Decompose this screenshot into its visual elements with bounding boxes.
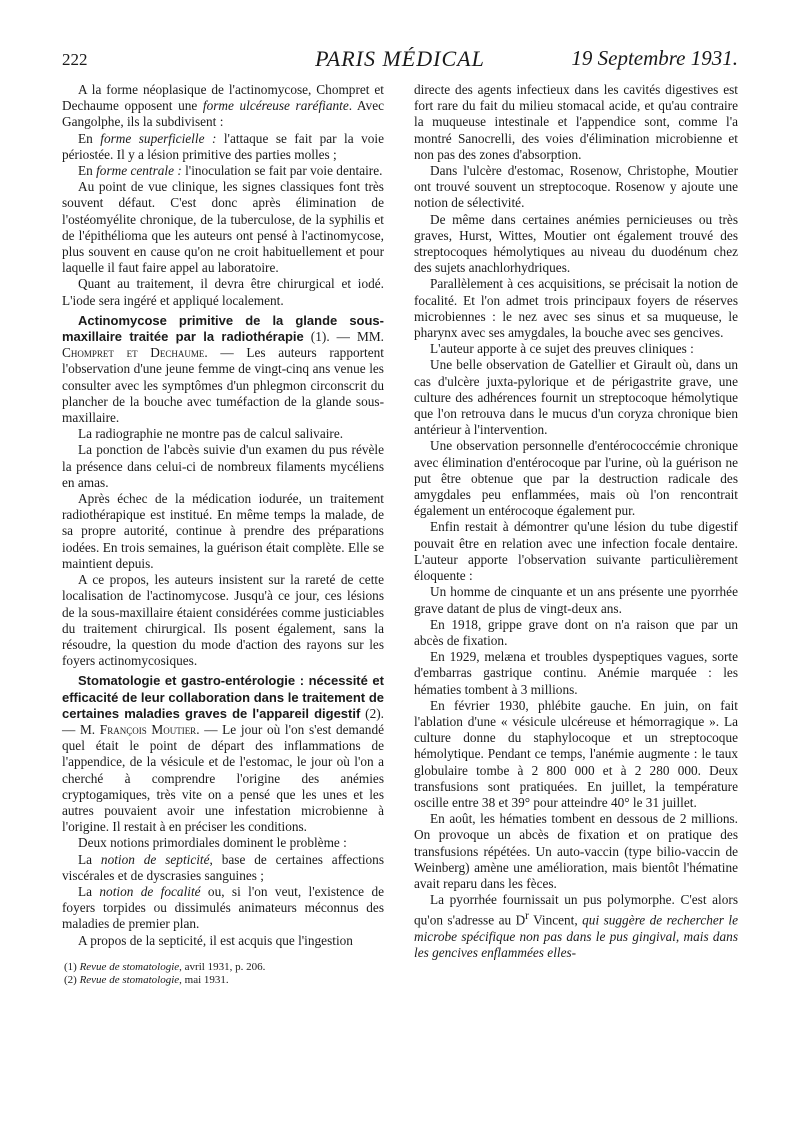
paragraph: Après échec de la médication iodurée, un traitement radiothérapique est institué. En même temps la malade, de sa propre autorité, continue à prendre des préparations iodées. En trois semaines, la guérison était complète. Elle se maintient depuis. bbox=[62, 491, 384, 571]
paragraph: Un homme de cinquante et un ans présente une pyorrhée grave datant de plus de vingt-deux ans. bbox=[414, 584, 738, 616]
paragraph: En 1929, melæna et troubles dyspeptiques vagues, sorte d'embarras gastrique continu. Anémie marquée : les hématies tombent à 3 millions. bbox=[414, 649, 738, 697]
paragraph: Parallèlement à ces acquisitions, se précisait la notion de focalité. Et l'on admet trois principaux foyers de réserves microbiennes : le nez avec ses sinus et sa muqueuse, le pharynx avec ses amygdales, la bouche avec ses gencives. bbox=[414, 276, 738, 341]
section-actinomycose: Actinomycose primitive de la glande sous-maxillaire traitée par la radiothérapie (1). — MM. Chompret et Dechaume. — Les auteurs rapportent l'observation d'une jeune femme de vingt-cinq ans venue les consulter avec les symptômes d'un phlegmon circonscrit du plancher de la bouche avec tuméfaction de la glande sous-maxillaire. bbox=[62, 312, 384, 426]
paragraph: Dans l'ulcère d'estomac, Rosenow, Christophe, Moutier ont trouvé souvent un streptocoque. Rosenow y ajoute une notion de sélectivité. bbox=[414, 163, 738, 211]
footnotes bbox=[62, 961, 384, 988]
paragraph: En août, les hématies tombent en dessous de 2 millions. On provoque un abcès de fixation et on pratique des transfusions répétées. Un auto-vaccin (type bilio-vaccin de Weinberg) amène une amélioration, mais bientôt l'hématine avait reparu dans les fèces. bbox=[414, 811, 738, 891]
paragraph: La radiographie ne montre pas de calcul salivaire. bbox=[78, 426, 344, 442]
footnote: (2) Revue de stomatologie, mai 1931. bbox=[64, 974, 229, 987]
paragraph: A propos de la septicité, il est acquis que l'ingestion bbox=[78, 932, 353, 948]
paragraph: La ponction de l'abcès suivie d'un examen du pus révèle la présence dans celui-ci de nombreux filaments mycéliens en amas. bbox=[62, 442, 384, 490]
paragraph: En forme superficielle : l'attaque se fait par la voie périostée. Il y a lésion primitive des parties molles ; bbox=[62, 130, 384, 162]
section-heading: Stomatologie et gastro-entérologie : nécessité et efficacité de leur collaboration dans le traitement de certaines maladies graves de l'appareil digestif bbox=[62, 673, 384, 721]
right-column bbox=[414, 82, 738, 961]
paragraph: A la forme néoplasique de l'actinomycose, Chompret et Dechaume opposent une forme ulcéreuse raréfiante. Avec Gangolphe, ils la subdivisent : bbox=[62, 82, 384, 130]
authors: Chompret et Dechaume bbox=[62, 345, 205, 361]
paragraph: Une observation personnelle d'entérococcémie chronique avec élimination d'entérocoque par l'urine, où la guérison ne put être obtenue que par la destruction radicale des amygdales peu enflammées, mais où l'on rencontrait également un entérocoque également pur. bbox=[414, 438, 738, 519]
paragraph: directe des agents infectieux dans les cavités digestives est fort rare du fait du milieu stomacal acide, et qu'au contraire la muqueuse intestinale et l'appendice sont, comme l'a montré Sanocrelli, des voies d'élimination microbienne et non pas des zones d'absorption. bbox=[414, 82, 738, 162]
paragraph: La notion de focalité ou, si l'on veut, l'existence de foyers torpides ou dissimulés animateurs méconnus des maladies de premier plan. bbox=[62, 883, 384, 932]
paragraph: Enfin restait à démontrer qu'une lésion du tube digestif pouvait être en relation avec une infection focale dentaire. L'auteur apporte l'observation suivante particulièrement éloquente : bbox=[414, 519, 738, 584]
paragraph: Deux notions primordiales dominent le problème : bbox=[78, 835, 347, 851]
page-header bbox=[62, 46, 738, 74]
paragraph: En forme centrale : l'inoculation se fait par voie dentaire. bbox=[78, 163, 383, 179]
paragraph: A ce propos, les auteurs insistent sur la rareté de cette localisation de l'actinomycose. Jusqu'à ce jour, ces lésions de la sous-maxillaire étaient considérées comme justiciables du traitement chirurgical. Ils posent également, sans la résoudre, la question du mode d'action des rayons sur les foyers actinomycosiques. bbox=[62, 572, 384, 669]
journal-title: PARIS MÉDICAL bbox=[315, 46, 485, 71]
paragraph: Au point de vue clinique, les signes classiques font très souvent défaut. C'est donc après élimination de l'ostéomyélite chronique, de la tuberculose, de la syphilis et de l'épithélioma que les auteurs ont pensé à l'actinomycose, plus souvent en cause qu'on ne croit habituellement et pour laquelle il faut faire appel au laboratoire. bbox=[62, 179, 384, 276]
section-stomatologie: Stomatologie et gastro-entérologie : nécessité et efficacité de leur collaboration dans le traitement de certaines maladies graves de l'appareil digestif (2). — M. François Moutier. — Le jour où l'on s'est demandé quel était le point de départ des inflammations de l'appendice, de la vésicule et de l'estomac, le jour où l'on a cherché à comprendre l'origine des anémies cryptogamiques, très vite on a pensé que les unes et les autres pouvaient avoir une infestation microbienne à l'origine. Il restait à en préciser les conditions. bbox=[62, 673, 385, 835]
page-number: 222 bbox=[62, 50, 88, 69]
footnote: (1) Revue de stomatologie, avril 1931, p. 206. bbox=[64, 960, 266, 973]
paragraph: La pyorrhée fournissait un pus polymorphe. C'est alors qu'on s'adresse au $D^r$ Vincent, qui suggère de rechercher le microbe spécifique non pas dans le pus gingival, mais dans les gencives enflammées elles- bbox=[414, 892, 738, 961]
paragraph: L'auteur apporte à ce sujet des preuves cliniques : bbox=[430, 341, 694, 357]
authors: François Moutier bbox=[99, 721, 197, 737]
paragraph: Une belle observation de Gatellier et Girault où, dans un cas d'ulcère juxta-pylorique et de périgastrite grave, une culture des adhérences fournit un streptocoque hémolytique que l'on retrouva dans le mucus d'un coryza chronique bien antérieur à l'intervention. bbox=[414, 357, 738, 438]
section-heading: Actinomycose primitive de la glande sous-maxillaire traitée par la radiothérapie bbox=[62, 312, 384, 345]
left-column bbox=[62, 82, 384, 988]
issue-date: 19 Septembre 1931. bbox=[571, 46, 738, 70]
paragraph: Quant au traitement, il devra être chirurgical et iodé. L'iode sera ingéré et appliqué localement. bbox=[62, 276, 384, 308]
paragraph: En février 1930, phlébite gauche. En juin, on fait l'ablation d'une « vésicule ulcéreuse et hémorragique ». La culture donne du staphylocoque et un streptocoque hémolytique. Pendant ce temps, l'anémie augmente : le taux globulaire tombe à 2 800 000 et à 2 280 000. Deux transfusions sont pratiquées. En juillet, la température oscille entre 38 et 39° pour atteindre 40° le 31 juillet. bbox=[414, 697, 738, 810]
paragraph: La notion de septicité, base de certaines affections viscérales et de dyscrasies sanguines ; bbox=[62, 851, 384, 883]
paragraph: De même dans certaines anémies pernicieuses ou très graves, Hurst, Wittes, Moutier ont également trouvé des streptocoques hémolytiques au niveau du duodénum chez des sujets anachlorhydriques. bbox=[414, 211, 738, 276]
paragraph: En 1918, grippe grave dont on n'a raison que par un abcès de fixation. bbox=[414, 616, 738, 648]
